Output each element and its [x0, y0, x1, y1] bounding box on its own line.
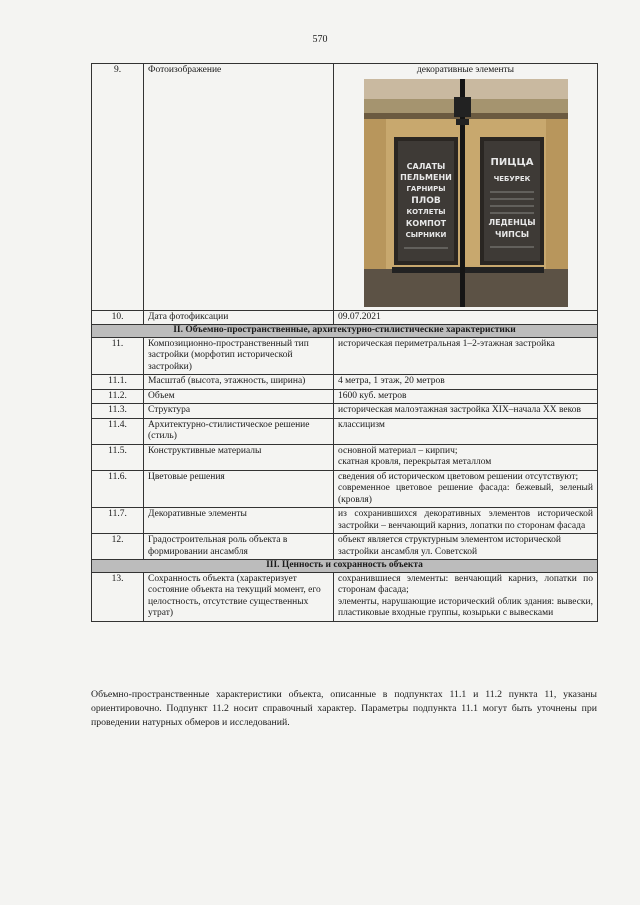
row-10 [92, 310, 598, 325]
sign-text: СЫРНИКИ [405, 230, 446, 239]
value-line: основной материал – кирпич; [338, 445, 458, 456]
row-value: 09.07.2021 [334, 310, 598, 325]
row-value [334, 572, 598, 621]
row-11-2 [92, 389, 598, 404]
section-heading-2 [92, 325, 598, 338]
row-11-5 [92, 444, 598, 470]
row-number: 11.4. [92, 418, 144, 444]
facade-photo [364, 79, 568, 307]
sign-text: ЧЕБУРЕК [493, 174, 530, 183]
footnote-paragraph: Объемно-пространственные характеристики объекта, описанные в подпунктах 11.1 и 11.2 пункта 11, указаны ориентировочно. Подпункт 11.2 носит справочный характер. Параметры подпункта 11.1 могут быть уточнены при проведении натурных обмеров и исследований. [91, 689, 597, 728]
row-11-4 [92, 418, 598, 444]
row-number: 10. [92, 310, 144, 325]
row-12 [92, 534, 598, 560]
row-label: Конструктивные материалы [144, 444, 334, 470]
row-11 [92, 337, 598, 375]
row-number: 11.5. [92, 444, 144, 470]
row-value: классицизм [334, 418, 598, 444]
row-value [334, 470, 598, 508]
page-number: 570 [312, 34, 328, 45]
row-label: Градостроительная роль объекта в формировании ансамбля [144, 534, 334, 560]
row-label: Объем [144, 389, 334, 404]
photo-cell [334, 64, 598, 311]
sign-text: САЛАТЫ [406, 161, 445, 171]
row-number: 11.3. [92, 404, 144, 419]
row-value: историческая периметральная 1–2-этажная застройка [334, 337, 598, 375]
row-9 [92, 64, 598, 311]
sign-text: ЧИПСЫ [494, 229, 529, 239]
row-label: Масштаб (высота, этажность, ширина) [144, 375, 334, 390]
value-line: элементы, нарушающие исторический облик здания: вывески, пластиковые входные группы, козырьки с вывесками [338, 596, 593, 618]
row-13 [92, 572, 598, 621]
passport-table [91, 63, 598, 622]
row-number: 9. [92, 64, 144, 311]
row-value: объект является структурным элементом исторической застройки ансамбля ул. Советской [334, 534, 598, 560]
row-value: 1600 куб. метров [334, 389, 598, 404]
row-11-6 [92, 470, 598, 508]
section-title: II. Объемно-пространственные, архитектурно-стилистические характеристики [92, 325, 598, 338]
value-line: скатная кровля, перекрытая металлом [338, 457, 492, 467]
row-number: 11.1. [92, 375, 144, 390]
photo-caption: декоративные элементы [416, 65, 515, 75]
row-label: Фотоизображение [144, 64, 334, 311]
row-number: 13. [92, 572, 144, 621]
row-number: 11.7. [92, 508, 144, 534]
section-heading-3 [92, 560, 598, 573]
sign-text: КОМПОТ [405, 218, 446, 228]
sign-text: КОТЛЕТЫ [405, 207, 446, 216]
row-number: 11. [92, 337, 144, 375]
sign-text: ПЕЛЬМЕНИ [399, 172, 452, 182]
row-label: Сохранность объекта (характеризует состояние объекта на текущий момент, его целостность, отсутствие существенных утрат) [144, 572, 334, 621]
row-label: Архитектурно-стилистическое решение (стиль) [144, 418, 334, 444]
row-label: Композиционно-пространственный тип застройки (морфотип исторической застройки) [144, 337, 334, 375]
row-label: Дата фотофиксации [144, 310, 334, 325]
row-number: 11.6. [92, 470, 144, 508]
row-value: 4 метра, 1 этаж, 20 метров [334, 375, 598, 390]
sign-text: ПИЦЦА [489, 156, 534, 168]
value-line: современное цветовое решение фасада: бежевый, зеленый (кровля) [338, 483, 593, 505]
row-11-3 [92, 404, 598, 419]
row-11-1 [92, 375, 598, 390]
row-value [334, 444, 598, 470]
sign-text: ГАРНИРЫ [405, 184, 446, 193]
row-value: из сохранившихся декоративных элементов исторической застройки – венчающий карниз, лопатки по сторонам фасада [334, 508, 598, 534]
row-11-7 [92, 508, 598, 534]
row-label: Цветовые решения [144, 470, 334, 508]
row-number: 12. [92, 534, 144, 560]
value-line: сохранившиеся элементы: венчающий карниз, лопатки по сторонам фасада; [338, 573, 593, 595]
sign-text: ЛЕДЕНЦЫ [487, 217, 536, 227]
sign-text: ПЛОВ [410, 195, 441, 206]
row-label: Структура [144, 404, 334, 419]
row-value: историческая малоэтажная застройка XIX–начала XX веков [334, 404, 598, 419]
row-label: Декоративные элементы [144, 508, 334, 534]
value-line: сведения об историческом цветовом решении отсутствуют; [338, 471, 579, 482]
section-title: III. Ценность и сохранность объекта [92, 560, 598, 573]
row-number: 11.2. [92, 389, 144, 404]
